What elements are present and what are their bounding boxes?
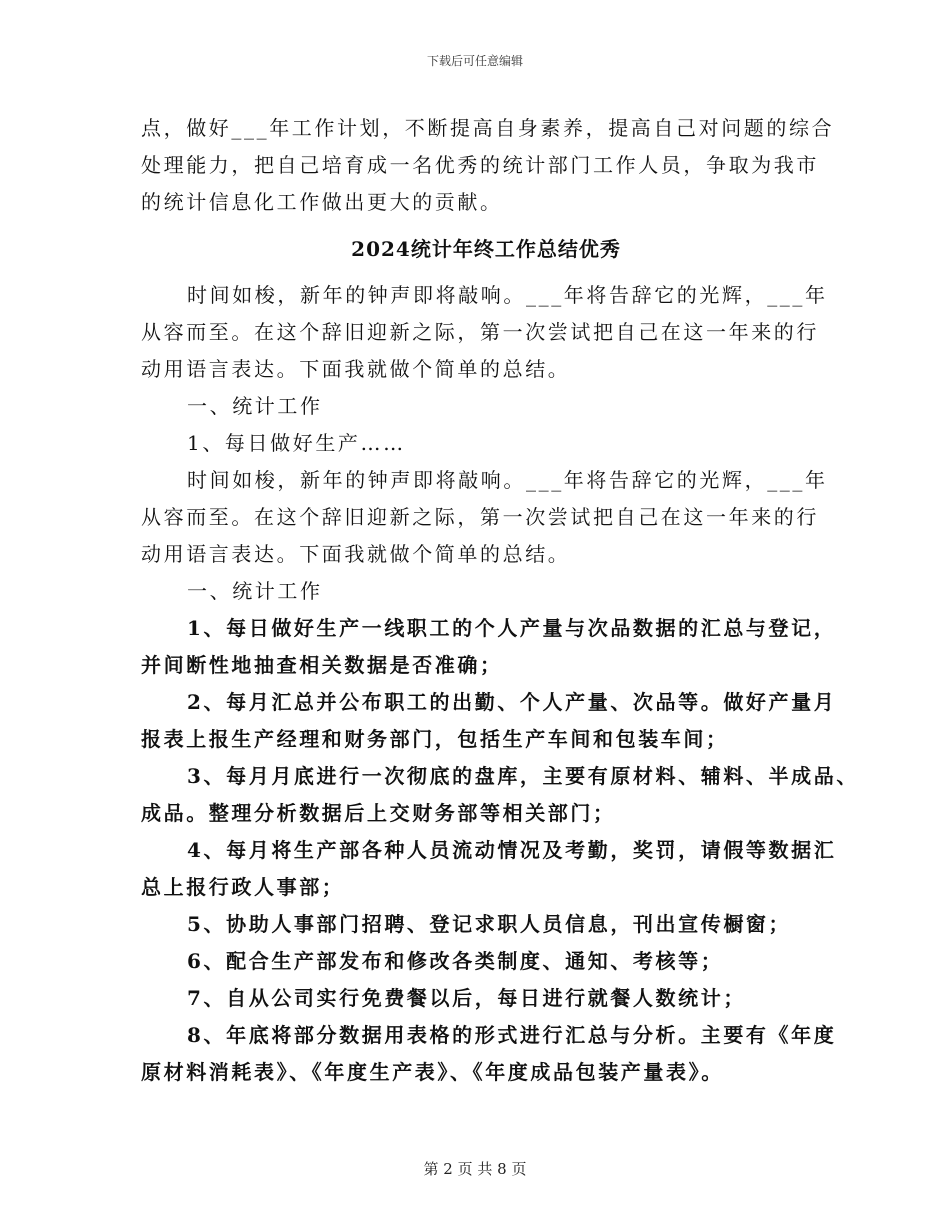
document-title: 2024统计年终工作总结优秀 bbox=[351, 237, 621, 261]
text-line: 3、每月月底进行一次彻底的盘库，主要有原材料、辅料、半成品、 bbox=[187, 764, 859, 788]
document-body bbox=[141, 110, 859, 1091]
text-line: 原材料消耗表》、《年度生产表》、《年度成品包装产量表》。 bbox=[141, 1060, 724, 1084]
text-line: 8、年底将部分数据用表格的形式进行汇总与分析。主要有《年度 bbox=[187, 1023, 837, 1047]
text-line: 5、协助人事部门招聘、登记求职人员信息，刊出宣传橱窗； bbox=[187, 912, 792, 936]
text-line: 一、统计工作 bbox=[187, 394, 323, 418]
text-line: 一、统计工作 bbox=[187, 579, 323, 603]
main-text bbox=[141, 277, 859, 1091]
text-line: 从容而至。在这个辞旧迎新之际，第一次尝试把自己在这一年来的行 bbox=[141, 320, 819, 344]
page-header: 下载后可任意编辑 bbox=[426, 54, 523, 68]
text-line: 2、每月汇总并公布职工的出勤、个人产量、次品等。做好产量月 bbox=[187, 690, 837, 714]
text-line: 处理能力，把自己培育成一名优秀的统计部门工作人员，争取为我市 bbox=[141, 153, 819, 177]
text-line: 7、自从公司实行免费餐以后，每日进行就餐人数统计； bbox=[187, 986, 746, 1010]
text-line: 报表上报生产经理和财务部门，包括生产车间和包装车间； bbox=[141, 727, 729, 751]
page-footer: 第 2 页 共 8 页 bbox=[423, 1160, 527, 1178]
text-line: 成品。整理分析数据后上交财务部等相关部门； bbox=[141, 801, 616, 825]
text-line: 时间如梭，新年的钟声即将敲响。___年将告辞它的光辉，___年 bbox=[187, 283, 828, 307]
text-line: 动用语言表达。下面我就做个简单的总结。 bbox=[141, 357, 571, 381]
text-line: 1、每日做好生产…… bbox=[187, 431, 406, 455]
text-line: 1、每日做好生产一线职工的个人产量与次品数据的汇总与登记， bbox=[187, 616, 837, 640]
text-line: 动用语言表达。下面我就做个简单的总结。 bbox=[141, 542, 571, 566]
text-line: 点，做好___年工作计划，不断提高自身素养，提高自己对问题的综合 bbox=[141, 116, 835, 140]
text-line: 并间断性地抽查相关数据是否准确； bbox=[141, 653, 503, 677]
text-line: 从容而至。在这个辞旧迎新之际，第一次尝试把自己在这一年来的行 bbox=[141, 505, 819, 529]
text-line: 6、配合生产部发布和修改各类制度、通知、考核等； bbox=[187, 949, 724, 973]
text-line: 时间如梭，新年的钟声即将敲响。___年将告辞它的光辉，___年 bbox=[187, 468, 828, 492]
text-line: 的统计信息化工作做出更大的贡献。 bbox=[141, 190, 503, 214]
text-line: 4、每月将生产部各种人员流动情况及考勤，奖罚，请假等数据汇 bbox=[187, 838, 837, 862]
text-line: 总上报行政人事部； bbox=[141, 875, 345, 899]
intro-paragraph bbox=[141, 110, 835, 221]
